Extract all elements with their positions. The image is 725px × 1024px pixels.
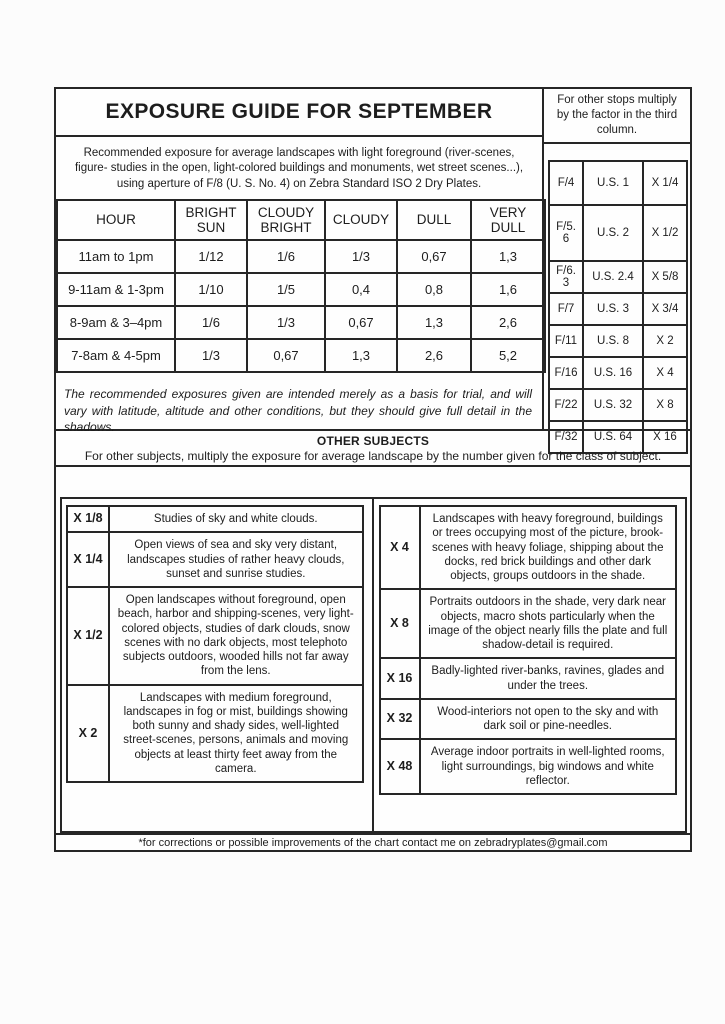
fstop-row bbox=[549, 261, 687, 293]
fstop-row bbox=[549, 357, 687, 389]
subjects-row bbox=[380, 739, 677, 794]
exposure-cell: 1,3 bbox=[397, 306, 471, 339]
us-number-cell: U.S. 2.4 bbox=[583, 261, 643, 293]
stops-table-wrap bbox=[544, 144, 690, 454]
multiplier-cell: X 2 bbox=[67, 685, 109, 783]
factor-cell: X 2 bbox=[643, 325, 687, 357]
lower-section bbox=[56, 467, 690, 833]
subjects-row bbox=[380, 658, 677, 699]
other-subjects-heading: OTHER SUBJECTS bbox=[316, 434, 430, 448]
subjects-row bbox=[67, 532, 363, 587]
exposure-cell: 1,3 bbox=[471, 240, 545, 273]
description-cell: Portraits outdoors in the shade, very dark near objects, macro shots particularly when the image of the object nearly fills the plate and full shadow-detail is required. bbox=[420, 589, 677, 658]
multiplier-cell: X 48 bbox=[380, 739, 420, 794]
stops-panel-note: For other stops multiply by the factor in the third column. bbox=[544, 89, 690, 144]
exposure-cell: 1,3 bbox=[325, 339, 397, 372]
description-cell: Badly-lighted river-banks, ravines, glades and under the trees. bbox=[420, 658, 677, 699]
exposure-table-header: HOUR bbox=[57, 200, 175, 240]
fstop-cell: F/32 bbox=[549, 421, 583, 453]
exposure-cell: 5,2 bbox=[471, 339, 545, 372]
exposure-table bbox=[56, 199, 546, 373]
factor-cell: X 1/2 bbox=[643, 205, 687, 261]
us-number-cell: U.S. 3 bbox=[583, 293, 643, 325]
subjects-right-half bbox=[374, 499, 686, 831]
exposure-table-header-row bbox=[57, 200, 545, 240]
fstop-row bbox=[549, 389, 687, 421]
main-column bbox=[56, 89, 544, 435]
exposure-cell: 1/5 bbox=[247, 273, 325, 306]
fstop-cell: F/5.6 bbox=[549, 205, 583, 261]
exposure-table-header: CLOUDY bbox=[325, 200, 397, 240]
description-cell: Average indoor portraits in well-lighted rooms, light surroundings, big windows and white reflector. bbox=[420, 739, 677, 794]
us-number-cell: U.S. 8 bbox=[583, 325, 643, 357]
exposure-cell: 1/6 bbox=[247, 240, 325, 273]
subjects-table-right bbox=[379, 505, 678, 795]
exposure-cell: 1/3 bbox=[175, 339, 247, 372]
hour-cell: 8-9am & 3–4pm bbox=[57, 306, 175, 339]
exposure-cell: 0,4 bbox=[325, 273, 397, 306]
us-number-cell: U.S. 16 bbox=[583, 357, 643, 389]
description-cell: Open views of sea and sky very distant, landscapes studies of rather heavy clouds, sunset and sunrise studies. bbox=[109, 532, 363, 587]
fstop-cell: F/6.3 bbox=[549, 261, 583, 293]
exposure-guide-sheet bbox=[54, 87, 692, 852]
subjects-left-body bbox=[67, 506, 363, 782]
exposure-table-header: VERY DULL bbox=[471, 200, 545, 240]
exposure-cell: 1/10 bbox=[175, 273, 247, 306]
footer-contact-note: *for corrections or possible improvements of the chart contact me on zebradryplates@gmail.com bbox=[56, 833, 690, 850]
description-cell: Landscapes with heavy foreground, buildings or trees occupying most of the picture, brook-scenes with heavy foliage, shipping about the docks, red brick buildings and other dark objects, groups outdoors in the shade. bbox=[420, 506, 677, 589]
multiplier-cell: X 1/8 bbox=[67, 506, 109, 532]
fstop-row bbox=[549, 205, 687, 261]
subjects-box bbox=[60, 497, 687, 833]
hour-cell: 7-8am & 4-5pm bbox=[57, 339, 175, 372]
multiplier-cell: X 32 bbox=[380, 699, 420, 740]
exposure-cell: 1/6 bbox=[175, 306, 247, 339]
factor-cell: X 8 bbox=[643, 389, 687, 421]
multiplier-cell: X 1/2 bbox=[67, 587, 109, 685]
exposure-table-header: DULL bbox=[397, 200, 471, 240]
exposure-table-body bbox=[57, 240, 545, 372]
exposure-cell: 1/3 bbox=[247, 306, 325, 339]
exposure-table-row bbox=[57, 306, 545, 339]
fstop-cell: F/4 bbox=[549, 161, 583, 205]
exposure-cell: 2,6 bbox=[397, 339, 471, 372]
factor-cell: X 1/4 bbox=[643, 161, 687, 205]
factor-cell: X 16 bbox=[643, 421, 687, 453]
subjects-table-left bbox=[66, 505, 364, 783]
intro-text: Recommended exposure for average landscapes with light foreground (river-scenes, figure- studies in the open, light-colored buildings and monuments, wet street scenes...), using aperture of F/8 (U. S. No. 4) on Zebra Standard ISO 2 Dry Plates. bbox=[74, 147, 524, 190]
fstop-row bbox=[549, 325, 687, 357]
multiplier-cell: X 4 bbox=[380, 506, 420, 589]
exposure-table-header: CLOUDY BRIGHT bbox=[247, 200, 325, 240]
description-cell: Open landscapes without foreground, open beach, harbor and shipping-scenes, very light-colored objects, studies of dark clouds, snow scenes with no dark objects, most telephoto subjects outdoors, wooded hills not far away from the lens. bbox=[109, 587, 363, 685]
fstop-cell: F/11 bbox=[549, 325, 583, 357]
us-number-cell: U.S. 2 bbox=[583, 205, 643, 261]
exposure-table-row bbox=[57, 273, 545, 306]
fstop-cell: F/22 bbox=[549, 389, 583, 421]
other-subjects-band bbox=[56, 431, 690, 467]
subjects-row bbox=[380, 506, 677, 589]
page-title: EXPOSURE GUIDE FOR SEPTEMBER bbox=[56, 89, 542, 137]
trial-note: The recommended exposures given are intended merely as a basis for trial, and will vary with latitude, altitude and other conditions, but they should give full detail in the shadows. bbox=[64, 387, 532, 435]
hour-cell: 11am to 1pm bbox=[57, 240, 175, 273]
subjects-left-half bbox=[62, 499, 374, 831]
factor-cell: X 3/4 bbox=[643, 293, 687, 325]
fstop-row bbox=[549, 293, 687, 325]
subjects-row bbox=[67, 506, 363, 532]
exposure-cell: 2,6 bbox=[471, 306, 545, 339]
fstop-cell: F/16 bbox=[549, 357, 583, 389]
description-cell: Landscapes with medium foreground, landscapes in fog or mist, buildings showing both sunny and shady sides, well-lighted street-scenes, persons, animals and moving objects at least thirty feet away from the camera. bbox=[109, 685, 363, 783]
multiplier-cell: X 1/4 bbox=[67, 532, 109, 587]
subjects-row bbox=[67, 587, 363, 685]
description-cell: Wood-interiors not open to the sky and with dark soil or pine-needles. bbox=[420, 699, 677, 740]
hour-cell: 9-11am & 1-3pm bbox=[57, 273, 175, 306]
exposure-cell: 1/3 bbox=[325, 240, 397, 273]
subjects-right-body bbox=[380, 506, 677, 794]
fstop-conversion-table bbox=[548, 160, 688, 454]
exposure-table-row bbox=[57, 339, 545, 372]
us-number-cell: U.S. 1 bbox=[583, 161, 643, 205]
exposure-cell: 1,6 bbox=[471, 273, 545, 306]
description-cell: Studies of sky and white clouds. bbox=[109, 506, 363, 532]
subjects-row bbox=[380, 589, 677, 658]
factor-cell: X 4 bbox=[643, 357, 687, 389]
exposure-table-header: BRIGHT SUN bbox=[175, 200, 247, 240]
exposure-cell: 0,67 bbox=[247, 339, 325, 372]
exposure-cell: 0,8 bbox=[397, 273, 471, 306]
us-number-cell: U.S. 32 bbox=[583, 389, 643, 421]
exposure-table-row bbox=[57, 240, 545, 273]
stops-column bbox=[544, 89, 690, 443]
multiplier-cell: X 16 bbox=[380, 658, 420, 699]
factor-cell: X 5/8 bbox=[643, 261, 687, 293]
fstop-cell: F/7 bbox=[549, 293, 583, 325]
fstop-table-body bbox=[549, 161, 687, 453]
exposure-cell: 1/12 bbox=[175, 240, 247, 273]
multiplier-cell: X 8 bbox=[380, 589, 420, 658]
fstop-row bbox=[549, 161, 687, 205]
subjects-row bbox=[67, 685, 363, 783]
exposure-cell: 0,67 bbox=[325, 306, 397, 339]
other-subjects-subheading: For other subjects, multiply the exposure for average landscape by the number given for the class of subject. bbox=[84, 449, 662, 463]
us-number-cell: U.S. 64 bbox=[583, 421, 643, 453]
subjects-row bbox=[380, 699, 677, 740]
exposure-cell: 0,67 bbox=[397, 240, 471, 273]
